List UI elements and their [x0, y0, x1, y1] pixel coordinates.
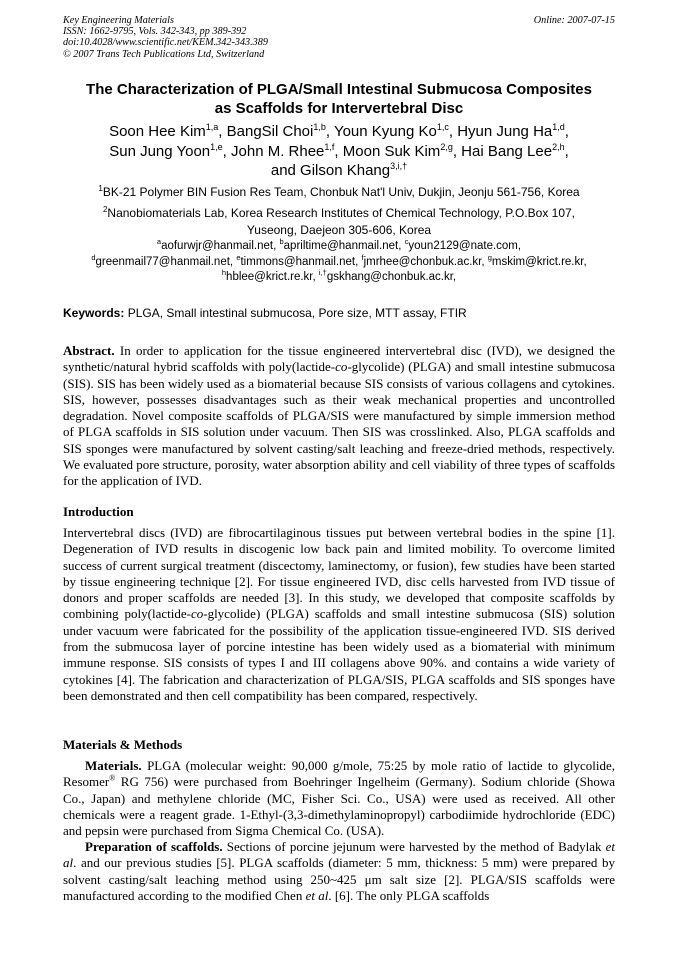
author-2: BangSil Choi$^{1,b}$,	[226, 122, 334, 140]
journal-header	[63, 15, 615, 60]
keywords-label: Keywords:	[63, 306, 125, 320]
email-link[interactable]: greenmail77@hanmail.net,	[95, 255, 237, 268]
author-6: John M. Rhee$^{1,f}$,	[231, 141, 343, 160]
title-line-2: as Scaffolds for Intervertebral Disc	[214, 100, 464, 117]
email-link[interactable]: aofurwjr@hanmail.net,	[161, 240, 280, 252]
affiliation-1: $^1$BK-21 Polymer BIN Fusion Res Team, Chonbuk Nat'l Univ, Dukjin, Jeonju 561-756, Korea	[98, 184, 580, 199]
email-link[interactable]: timmons@hanmail.net,	[240, 255, 362, 268]
keywords-text: PLGA, Small intestinal submucosa, Pore size, MTT assay, FTIR	[127, 306, 467, 320]
author-9: and Gilson Khang$^{3,i,\dagger}$	[270, 161, 408, 179]
email-link[interactable]: apriltime@hanmail.net,	[283, 240, 405, 252]
methods-heading: Materials & Methods	[63, 737, 183, 752]
author-5: Sun Jung Yoon$^{1,e}$,	[109, 141, 232, 160]
journal-name: Key Engineering Materials	[63, 15, 174, 26]
keywords	[63, 306, 615, 321]
author-1: Soon Hee Kim$^{1,a}$,	[109, 122, 227, 140]
email-link[interactable]: youn2129@nate.com,	[408, 240, 522, 252]
author-4: Hyun Jung Ha$^{1,d}$,	[457, 122, 569, 140]
email-link[interactable]: jmrhee@chonbuk.ac.kr,	[363, 255, 488, 268]
author-list	[40, 122, 638, 181]
title-line-1: The Characterization of PLGA/Small Intestinal Submucosa Composites	[86, 81, 592, 98]
paper-title	[40, 80, 638, 118]
doi-line: doi:10.4028/www.scientific.net/KEM.342-343.389	[63, 37, 268, 49]
affiliation-2: $^2$Nanobiomaterials Lab, Korea Research Institutes of Chemical Technology, P.O.Box 107, Yuseong, Daejeon 305-606, Korea	[102, 205, 576, 237]
abstract-label: Abstract.	[63, 343, 115, 358]
email-link[interactable]: hblee@krict.re.kr,	[226, 271, 319, 283]
online-date: Online: 2007-07-15	[533, 15, 615, 26]
issn-line: ISSN: 1662-9795, Vols. 342-343, pp 389-392	[63, 26, 247, 38]
email-link[interactable]: mskim@krict.re.kr,	[491, 255, 587, 268]
materials-paragraph: Materials. PLGA (molecular weight: 90,000 g/mole, 75:25 by mole ratio of lactide to glycolide, Resomer® RG 756) were purchased from Boehringer Ingelheim (Germany). Sodium chloride (Showa Co., Japan) and methylene chloride (MC, Fisher Sci. Co., USA) were used as received. All other chemicals were a reagent grade. 1-Ethyl-(3,3-dimethylaminopropyl) carbodiimide hydrochloride (EDC) and pepsin were purchased from Sigma Chemical Co. (USA).	[63, 758, 616, 839]
author-7: Moon Suk Kim$^{2,g}$,	[342, 141, 462, 160]
email-list: $^a$aofurwjr@hanmail.net, $^b$apriltime@hanmail.net, $^c$youn2129@nate.com, $^d$greenmail77@hanmail.net, $^e$timmons@hanmail.net, $^f$jmrhee@chonbuk.ac.kr, $^g$mskim@krict.re.kr, $^h$hblee@krict.re.kr, $^{i,\dagger}$gskhang@chonbuk.ac.kr,	[91, 237, 587, 283]
email-link[interactable]: gskhang@chonbuk.ac.kr,	[326, 271, 457, 283]
preparation-paragraph: Preparation of scaffolds. Sections of porcine jejunum were harvested by the method of Badylak et al. and our previous studies [5]. PLGA scaffolds (diameter: 5 mm, thickness: 5 mm) were prepared by solvent casting/salt leaching method using 250~425 μm salt size [2]. PLGA/SIS scaffolds were manufactured according to the modified Chen et al. [6]. The only PLGA scaffolds	[63, 839, 615, 903]
introduction-text: Intervertebral discs (IVD) are fibrocartilaginous tissues put between vertebral bodies in the spine [1]. Degeneration of IVD results in discogenic low back pain and limited mobility. To overcome limited success of current surgical treatment (discectomy, laminectomy, or fusion), few studies have been started by tissue engineering technique [2]. For tissue engineered IVD, disc cells harvested from IVD tissue of donors and proper scaffolds are needed [3]. In this study, we developed that composite scaffolds by combining poly(lactide-co-glycolide) (PLGA) scaffolds and small intestine submucosa (SIS) solution under vacuum were fabricated for the possibility of the application tissue-engineered IVD. SIS derived from the submucosa layer of porcine intestine has been widely used as a biomaterial with minimum immune response. SIS consists of types I and III collagens above 90%. and contains a wide variety of cytokines [4]. The fabrication and characterization of PLGA/SIS, PLGA scaffolds and SIS sponges have been demonstrated and then cell compatibility has been compared, respectively.	[63, 525, 615, 703]
author-8: Hai Bang Lee$^{2,h}$,	[461, 141, 569, 160]
introduction-heading: Introduction	[63, 504, 134, 519]
author-3: Youn Kyung Ko$^{1,c}$,	[333, 122, 458, 140]
abstract: Abstract. In order to application for the tissue engineered intervertebral disc (IVD), we designed the synthetic/natural hybrid scaffolds with poly(lactide-co-glycolide) (PLGA) and small intestine submucosa (SIS). SIS has been widely used as a biomaterial because SIS consists of various collagens and cytokines. SIS, however, possesses disadvantages such as their weak mechanical properties and uncontrolled degradation. Novel composite scaffolds of PLGA/SIS were manufactured by simple immersion method of PLGA scaffolds in SIS solution under vacuum. Then SIS was crosslinked. Also, PLGA scaffolds and SIS sponges were manufactured by solvent casting/salt leaching and freeze-dried methods, respectively. We evaluated pore structure, porosity, water absorption ability and cell viability of three types of scaffolds for the application of IVD.	[63, 343, 616, 489]
copyright-line: © 2007 Trans Tech Publications Ltd, Switzerland	[63, 48, 265, 60]
